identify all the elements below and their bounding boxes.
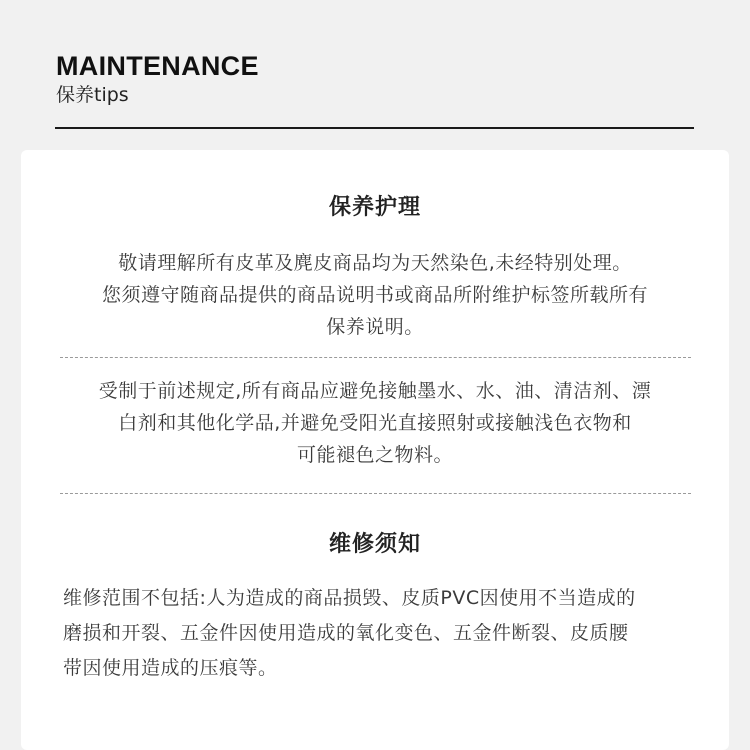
- repair-paragraph-line: 维修范围不包括:人为造成的商品损毁、皮质PVC因使用不当造成的: [63, 587, 636, 609]
- repair-paragraph-line: 磨损和开裂、五金件因使用造成的氧化变色、五金件断裂、皮质腰: [63, 622, 629, 644]
- page-title: MAINTENANCE: [56, 51, 259, 81]
- care-paragraph-2: [51, 375, 699, 471]
- care-paragraph-1: [51, 247, 699, 343]
- care-section-title: 保养护理: [328, 195, 421, 220]
- section-divider: [60, 357, 691, 358]
- care-paragraph-1-line: 敬请理解所有皮革及麂皮商品均为天然染色,未经特别处理。: [118, 252, 632, 274]
- care-paragraph-1-line: 您须遵守随商品提供的商品说明书或商品所附维护标签所载所有: [101, 284, 648, 306]
- page-subtitle: 保养tips: [56, 84, 129, 106]
- care-paragraph-2-line: 白剂和其他化学品,并避免受阳光直接照射或接触浅色衣物和: [118, 412, 632, 434]
- care-paragraph-2-line: 可能褪色之物料。: [296, 444, 453, 466]
- header-divider: [55, 127, 694, 129]
- care-paragraph-1-line: 保养说明。: [326, 316, 424, 338]
- content-card: [21, 150, 729, 750]
- repair-paragraph: [63, 581, 703, 686]
- repair-paragraph-line: 带因使用造成的压痕等。: [63, 657, 278, 679]
- maintenance-header: [56, 50, 694, 108]
- section-divider: [60, 493, 691, 494]
- repair-section-title: 维修须知: [328, 532, 421, 557]
- care-paragraph-2-line: 受制于前述规定,所有商品应避免接触墨水、水、油、清洁剂、漂: [98, 380, 652, 402]
